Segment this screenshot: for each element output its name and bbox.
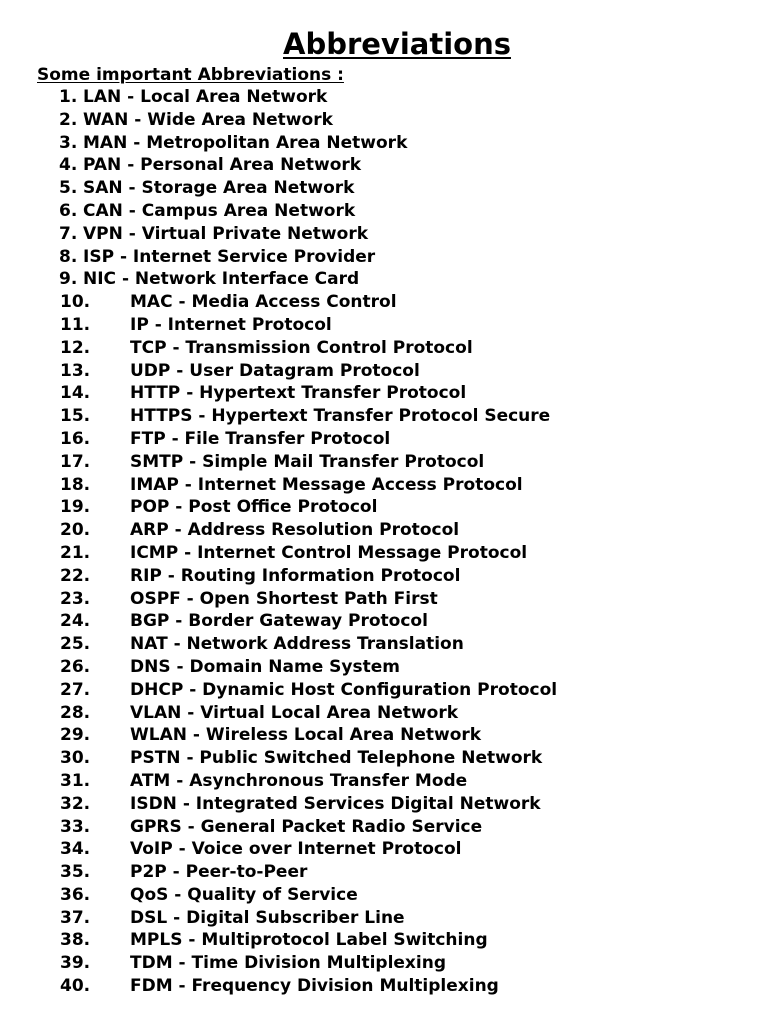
list-item-text: FDM - Frequency Division Multiplexing	[130, 976, 499, 997]
list-item-text: WAN - Wide Area Network	[83, 109, 333, 130]
list-item-number: 8.	[59, 246, 78, 267]
list-item-number: 25.	[60, 634, 91, 655]
list-item-text: VLAN - Virtual Local Area Network	[130, 702, 459, 723]
list-item-number: 10.	[60, 292, 91, 313]
list-item-text: HTTP - Hypertext Transfer Protocol	[130, 383, 467, 404]
list-item-text: HTTPS - Hypertext Transfer Protocol Secure	[130, 406, 551, 427]
list-item-number: 21.	[60, 542, 91, 563]
list-item-number: 14.	[60, 383, 91, 404]
list-item-text: NIC - Network Interface Card	[83, 269, 360, 290]
list-item-number: 20.	[60, 520, 91, 541]
list-item-text: RIP - Routing Information Protocol	[130, 565, 461, 586]
list-item-text: POP - Post Office Protocol	[130, 497, 378, 518]
list-item-number: 18.	[60, 474, 91, 495]
list-item-number: 9.	[59, 269, 78, 290]
list-item-text: DNS - Domain Name System	[130, 656, 400, 677]
list-item-number: 40.	[60, 976, 91, 997]
list-item-text: FTP - File Transfer Protocol	[130, 428, 391, 449]
list-item-number: 32.	[60, 793, 91, 814]
list-item-text: QoS - Quality of Service	[130, 884, 358, 905]
list-item-text: PAN - Personal Area Network	[83, 155, 362, 176]
list-item-number: 1.	[59, 87, 78, 107]
list-item-number: 28.	[60, 702, 91, 723]
list-item-number: 33.	[60, 816, 91, 837]
list-item-text: NAT - Network Address Translation	[130, 634, 464, 655]
list-item-number: 27.	[60, 679, 91, 700]
list-item-number: 30.	[60, 748, 91, 769]
page-title: Abbreviations	[283, 27, 511, 61]
list-item-number: 31.	[60, 770, 91, 791]
list-item-number: 38.	[60, 930, 91, 951]
list-item-number: 2.	[59, 109, 78, 130]
list-item-number: 23.	[60, 588, 91, 609]
list-item-number: 11.	[60, 314, 91, 335]
list-item-text: LAN - Local Area Network	[83, 87, 328, 107]
list-item-number: 26.	[60, 656, 91, 677]
list-item-number: 16.	[60, 428, 91, 449]
list-item-text: IMAP - Internet Message Access Protocol	[130, 474, 523, 495]
list-item-number: 34.	[60, 839, 91, 860]
list-item-text: ICMP - Internet Control Message Protocol	[130, 542, 528, 563]
list-item-number: 6.	[59, 200, 78, 221]
list-item-text: ISDN - Integrated Services Digital Network	[130, 793, 541, 814]
list-item-number: 22.	[60, 565, 91, 586]
list-item-number: 36.	[60, 884, 91, 905]
list-item-text: TCP - Transmission Control Protocol	[130, 337, 473, 358]
list-item-text: MPLS - Multiprotocol Label Switching	[130, 930, 488, 951]
list-item-text: PSTN - Public Switched Telephone Network	[130, 748, 543, 769]
list-item-number: 13.	[60, 360, 91, 381]
list-item-text: P2P - Peer-to-Peer	[130, 862, 308, 883]
list-item-number: 4.	[59, 155, 78, 176]
list-item-number: 24.	[60, 611, 91, 632]
list-item-text: SMTP - Simple Mail Transfer Protocol	[130, 451, 485, 472]
list-item-number: 35.	[60, 862, 91, 883]
list-item-text: VoIP - Voice over Internet Protocol	[130, 839, 462, 860]
list-item-number: 3.	[59, 132, 78, 153]
list-item-number: 15.	[60, 406, 91, 427]
list-item-text: IP - Internet Protocol	[130, 314, 332, 335]
section-heading: Some important Abbreviations :	[37, 65, 344, 85]
list-item-text: DHCP - Dynamic Host Configuration Protocol	[130, 679, 558, 700]
list-item-text: WLAN - Wireless Local Area Network	[130, 725, 482, 746]
list-item-text: OSPF - Open Shortest Path First	[130, 588, 438, 609]
list-item-text: ATM - Asynchronous Transfer Mode	[130, 770, 468, 791]
list-item-text: ARP - Address Resolution Protocol	[130, 520, 460, 541]
list-item-number: 17.	[60, 451, 91, 472]
list-item-text: BGP - Border Gateway Protocol	[130, 611, 428, 632]
list-item-text: MAC - Media Access Control	[130, 292, 397, 313]
list-item-text: TDM - Time Division Multiplexing	[130, 953, 446, 974]
list-item-text: DSL - Digital Subscriber Line	[130, 907, 405, 928]
list-item-text: ISP - Internet Service Provider	[83, 246, 376, 267]
list-item-text: SAN - Storage Area Network	[83, 178, 355, 199]
list-item-text: MAN - Metropolitan Area Network	[83, 132, 408, 153]
list-item-number: 5.	[59, 178, 78, 199]
list-item-number: 39.	[60, 953, 91, 974]
list-item-number: 37.	[60, 907, 91, 928]
list-item-text: VPN - Virtual Private Network	[83, 223, 369, 244]
list-item-number: 7.	[59, 223, 78, 244]
list-item-text: CAN - Campus Area Network	[83, 200, 356, 221]
list-item-text: UDP - User Datagram Protocol	[130, 360, 420, 381]
list-item-number: 19.	[60, 497, 91, 518]
list-item-number: 12.	[60, 337, 91, 358]
list-item-number: 29.	[60, 725, 91, 746]
list-item-text: GPRS - General Packet Radio Service	[130, 816, 483, 837]
